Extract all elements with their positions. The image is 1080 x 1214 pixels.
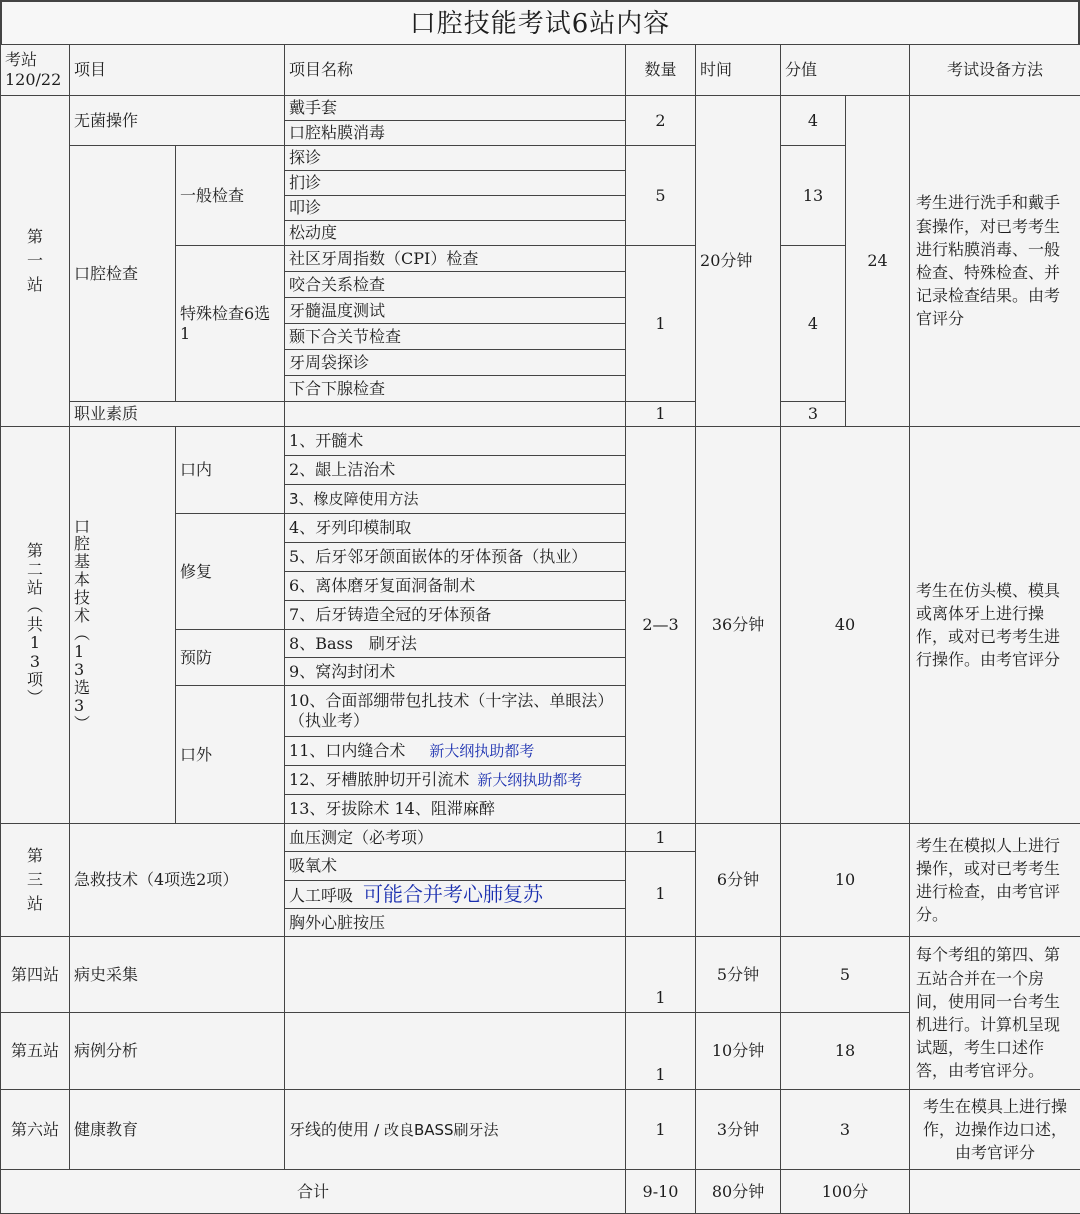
s1-score-prof: 3: [781, 402, 846, 427]
table-row: [1, 824, 1080, 852]
header-project: 项目: [70, 45, 285, 96]
total-method-empty: [910, 1170, 1080, 1214]
s1-score-total: 24: [846, 96, 910, 427]
s1-item: 社区牙周指数（CPI）检查: [285, 246, 626, 272]
s1-count-prof: 1: [626, 402, 696, 427]
s1-general: 一般检查: [176, 146, 285, 246]
s1-oral-exam: 口腔检查: [70, 146, 176, 402]
s1-item: 探诊: [285, 146, 626, 171]
s4-count: 1: [626, 937, 696, 1013]
s2-repair: 修复: [176, 514, 285, 630]
s1-item: 下合下腺检查: [285, 376, 626, 402]
s2-item: 1、开髓术: [285, 427, 626, 456]
s3-project: 急救技术（4项选2项）: [70, 824, 285, 937]
s3-method: 考生在模拟人上进行操作，或对已考考生进行检查，由考官评分。: [910, 824, 1080, 937]
s1-prof-empty: [285, 402, 626, 427]
s6-item-note: / 改良BASS刷牙法: [374, 1121, 498, 1139]
total-time: 80分钟: [696, 1170, 781, 1214]
s6-method: 考生在模具上进行操作，边操作边口述，由考官评分: [910, 1090, 1080, 1170]
s2-item: 4、牙列印模制取: [285, 514, 626, 543]
s1-professional: 职业素质: [70, 402, 285, 427]
s2-item: 6、离体磨牙复面洞备制术: [285, 572, 626, 601]
s5-label: 第五站: [1, 1013, 70, 1090]
table-row-total: [1, 1170, 1080, 1214]
s2-item: 8、Bass 刷牙法: [285, 630, 626, 658]
header-time: 时间: [696, 45, 781, 96]
s6-item: 牙线的使用 / 改良BASS刷牙法: [285, 1090, 626, 1170]
s1-item: 口腔粘膜消毒: [285, 121, 626, 146]
table-header: [1, 45, 1080, 96]
s2-item: 10、合面部绷带包扎技术（十字法、单眼法）（执业考）: [285, 686, 626, 737]
s5-time: 10分钟: [696, 1013, 781, 1090]
s2-item: 2、龈上洁治术: [285, 456, 626, 485]
total-score: 100分: [781, 1170, 910, 1214]
s1-item: 牙周袋探诊: [285, 350, 626, 376]
s6-project: 健康教育: [70, 1090, 285, 1170]
s1-aseptic: 无菌操作: [70, 96, 285, 146]
s5-score: 18: [781, 1013, 910, 1090]
s3-note: 可能合并考心肺复苏: [363, 882, 543, 906]
s1-count-special: 1: [626, 246, 696, 402]
s6-label: 第六站: [1, 1090, 70, 1170]
s2-time: 36分钟: [696, 427, 781, 824]
s4-item-empty: [285, 937, 626, 1013]
table-row: [1, 427, 1080, 456]
s3-item-3: 人工呼吸 可能合并考心肺复苏: [285, 881, 626, 909]
page-title: 口腔技能考试6站内容: [0, 0, 1080, 44]
s2-oral-out: 口外: [176, 686, 285, 824]
s3-count-bp: 1: [626, 824, 696, 852]
s3-item: 吸氧术: [285, 852, 626, 881]
s45-method: 每个考组的第四、第五站合并在一个房间，使用同一台考生机进行。计算机呈现试题，考生口述作答，由考官评分。: [910, 937, 1080, 1090]
station-1-label: 第 一 站: [1, 96, 70, 427]
s2-item: 5、后牙邻牙颌面嵌体的牙体预备（执业）: [285, 543, 626, 572]
header-station: 考站 120/22: [1, 45, 70, 96]
s1-score-special: 4: [781, 246, 846, 402]
station-3-label: 第 三 站: [1, 824, 70, 937]
s4-project: 病史采集: [70, 937, 285, 1013]
s2-item-11: 11、口内缝合术 新大纲执助都考: [285, 737, 626, 766]
s6-count: 1: [626, 1090, 696, 1170]
total-count: 9-10: [626, 1170, 696, 1214]
table-row: [1, 937, 1080, 1013]
s1-score-aseptic: 4: [781, 96, 846, 146]
s4-time: 5分钟: [696, 937, 781, 1013]
s1-special: 特殊检查6选1: [176, 246, 285, 402]
s3-item: 胸外心脏按压: [285, 909, 626, 937]
s4-label: 第四站: [1, 937, 70, 1013]
s1-time: 20分钟: [696, 96, 781, 427]
total-label: 合计: [1, 1170, 626, 1214]
header-score: 分值: [781, 45, 910, 96]
s3-score: 10: [781, 824, 910, 937]
s2-note: 新大纲执助都考: [477, 771, 582, 789]
exam-table: [0, 44, 1080, 1214]
table-row: [1, 1090, 1080, 1170]
s1-item: 咬合关系检查: [285, 272, 626, 298]
s1-item: 戴手套: [285, 96, 626, 121]
s5-project: 病例分析: [70, 1013, 285, 1090]
s1-item: 扪诊: [285, 171, 626, 196]
s3-count-rest: 1: [626, 852, 696, 937]
s2-item-12: 12、牙槽脓肿切开引流术 新大纲执助都考: [285, 766, 626, 795]
s1-item: 牙髓温度测试: [285, 298, 626, 324]
station-2-label: 第 二 站 ︵ 共 1 3 项 ︶: [1, 427, 70, 824]
s2-count: 2—3: [626, 427, 696, 824]
s1-item: 颞下合关节检查: [285, 324, 626, 350]
s2-note: 新大纲执助都考: [429, 742, 534, 760]
s2-item: 9、窝沟封闭术: [285, 658, 626, 686]
s1-item: 叩诊: [285, 196, 626, 221]
s2-item: 7、后牙铸造全冠的牙体预备: [285, 601, 626, 630]
header-item-name: 项目名称: [285, 45, 626, 96]
s2-oral-in: 口内: [176, 427, 285, 514]
s1-score-general: 13: [781, 146, 846, 246]
s1-count-general: 5: [626, 146, 696, 246]
s2-project: 口 腔 基 本 技 术 ︵ 1 3 选 3 ︶: [70, 427, 176, 824]
s2-prevent: 预防: [176, 630, 285, 686]
s4-score: 5: [781, 937, 910, 1013]
s2-item: 13、牙拔除术 14、阻滞麻醉: [285, 795, 626, 824]
s1-method: 考生进行洗手和戴手套操作，对已考考生进行粘膜消毒、一般检查、特殊检查、并记录检查结果。由考官评分: [910, 96, 1080, 427]
header-count: 数量: [626, 45, 696, 96]
s2-item: 3、橡皮障使用方法: [285, 485, 626, 514]
s3-item: 血压测定（必考项）: [285, 824, 626, 852]
table-row: [1, 96, 1080, 121]
s5-item-empty: [285, 1013, 626, 1090]
s2-method: 考生在仿头模、模具或离体牙上进行操作，或对已考考生进行操作。由考官评分: [910, 427, 1080, 824]
s3-time: 6分钟: [696, 824, 781, 937]
s1-count-aseptic: 2: [626, 96, 696, 146]
s6-score: 3: [781, 1090, 910, 1170]
s6-time: 3分钟: [696, 1090, 781, 1170]
s2-score: 40: [781, 427, 910, 824]
header-method: 考试设备方法: [910, 45, 1080, 96]
s5-count: 1: [626, 1013, 696, 1090]
s1-item: 松动度: [285, 221, 626, 246]
